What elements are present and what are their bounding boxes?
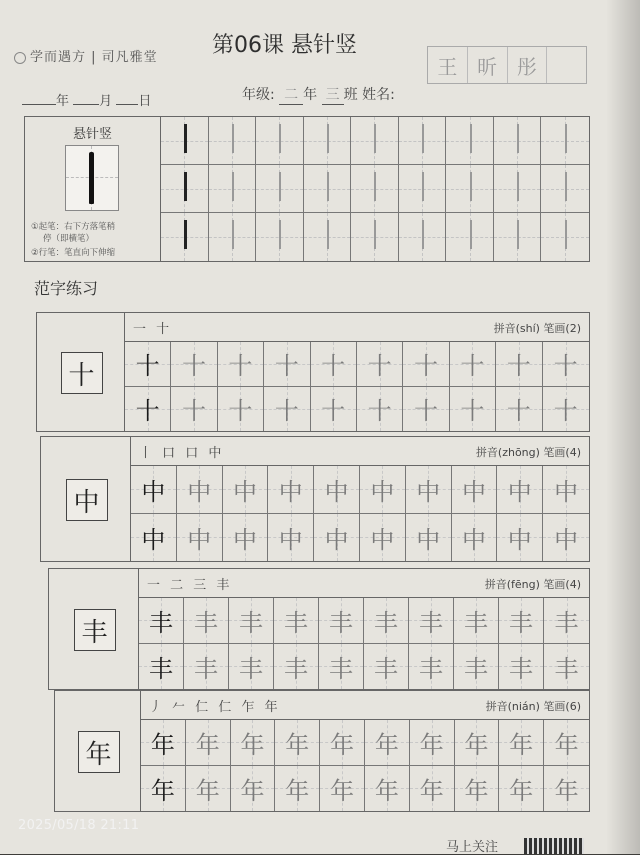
practice-cell bbox=[319, 598, 364, 644]
practice-cell bbox=[543, 466, 589, 514]
vertical-stroke-mark bbox=[517, 124, 519, 153]
practice-cell bbox=[410, 720, 455, 766]
practice-cell bbox=[496, 387, 542, 432]
practice-cell bbox=[364, 644, 409, 690]
stroke-grid bbox=[161, 117, 589, 261]
practice-cell bbox=[131, 514, 177, 562]
stroke-cell bbox=[351, 213, 399, 261]
practice-char: 十 bbox=[321, 352, 346, 381]
name-label: 姓名: bbox=[362, 87, 395, 103]
practice-char: 年 bbox=[509, 776, 534, 805]
practice-cell bbox=[455, 766, 500, 812]
logo-circle-icon bbox=[14, 52, 26, 64]
practice-cell bbox=[410, 766, 455, 812]
vertical-stroke-mark bbox=[184, 220, 187, 250]
practice-cell bbox=[454, 644, 499, 690]
practice-char: 十 bbox=[414, 397, 439, 426]
stroke-order-row bbox=[125, 313, 589, 342]
practice-char: 年 bbox=[509, 730, 534, 759]
practice-cell bbox=[223, 514, 269, 562]
practice-char: 中 bbox=[507, 477, 532, 506]
stroke-note-1: ①起笔：右下方落笔稍 bbox=[31, 222, 116, 232]
brand-logo: 学而遇方 | 司凡雅堂 bbox=[30, 50, 158, 65]
practice-char: 年 bbox=[285, 776, 310, 805]
name-char: 王 bbox=[428, 47, 468, 83]
practice-char: 十 bbox=[135, 397, 160, 426]
practice-char: 丰 bbox=[554, 608, 579, 637]
grade-suffix: 年 bbox=[303, 87, 318, 103]
practice-cell bbox=[543, 387, 589, 432]
name-char bbox=[547, 47, 586, 83]
practice-cell bbox=[544, 598, 589, 644]
practice-cell bbox=[229, 644, 274, 690]
practice-char: 十 bbox=[367, 352, 392, 381]
practice-char: 年 bbox=[150, 730, 175, 759]
stroke-cell bbox=[494, 165, 542, 213]
practice-char: 年 bbox=[419, 776, 444, 805]
practice-char: 中 bbox=[507, 525, 532, 554]
pinyin-strokes: 拼音(fēng) 笔画(4) bbox=[484, 578, 581, 591]
practice-cell bbox=[357, 342, 403, 387]
practice-cell bbox=[360, 466, 406, 514]
character-block bbox=[54, 690, 590, 812]
qr-code-icon bbox=[524, 838, 584, 854]
practice-cell bbox=[499, 644, 544, 690]
vertical-stroke-mark bbox=[470, 172, 472, 201]
practice-char: 丰 bbox=[284, 608, 308, 637]
stroke-name: 悬针竖 bbox=[72, 127, 112, 142]
practice-char: 丰 bbox=[509, 654, 533, 683]
practice-area bbox=[125, 313, 589, 431]
vertical-stroke-mark bbox=[327, 124, 329, 153]
practice-char: 十 bbox=[367, 397, 392, 426]
practice-cell bbox=[497, 466, 543, 514]
practice-char: 十 bbox=[228, 397, 253, 426]
stroke-order-row bbox=[141, 691, 589, 720]
practice-cell bbox=[406, 466, 452, 514]
practice-char: 十 bbox=[182, 397, 207, 426]
stroke-note-1b: 停（即横笔） bbox=[43, 234, 95, 244]
stroke-cell bbox=[399, 213, 447, 261]
name-char: 彤 bbox=[508, 47, 548, 83]
practice-grid bbox=[139, 598, 589, 689]
practice-char: 中 bbox=[324, 525, 349, 554]
practice-char: 丰 bbox=[554, 654, 579, 683]
date-line bbox=[22, 90, 151, 109]
practice-char: 年 bbox=[464, 730, 489, 759]
practice-cell bbox=[450, 342, 496, 387]
practice-char: 中 bbox=[370, 525, 395, 554]
practice-grid bbox=[131, 466, 589, 561]
practice-char: 中 bbox=[461, 477, 486, 506]
month-label: 月 bbox=[99, 94, 113, 109]
practice-cell bbox=[223, 466, 269, 514]
practice-char: 十 bbox=[506, 397, 531, 426]
stroke-cell bbox=[541, 165, 589, 213]
stroke-cell bbox=[161, 117, 209, 165]
vertical-stroke-mark bbox=[374, 220, 376, 250]
practice-cell bbox=[274, 644, 319, 690]
stroke-cell bbox=[351, 117, 399, 165]
follow-text: 马上关注 bbox=[446, 840, 499, 855]
practice-cell bbox=[320, 766, 365, 812]
practice-char: 十 bbox=[553, 397, 578, 426]
practice-char: 丰 bbox=[464, 654, 488, 683]
practice-cell bbox=[275, 720, 320, 766]
vertical-stroke-mark bbox=[565, 124, 567, 153]
stroke-order-row bbox=[139, 569, 589, 598]
practice-cell bbox=[364, 598, 409, 644]
practice-cell bbox=[141, 720, 186, 766]
page-title: 第06课 悬针竖 bbox=[212, 33, 357, 58]
pinyin-strokes: 拼音(nián) 笔画(6) bbox=[485, 700, 581, 713]
day-label: 日 bbox=[138, 94, 152, 109]
practice-char: 中 bbox=[232, 525, 257, 554]
stroke-cell bbox=[161, 165, 209, 213]
practice-cell bbox=[320, 720, 365, 766]
vertical-stroke-mark bbox=[565, 172, 567, 201]
practice-cell bbox=[131, 466, 177, 514]
stroke-cell bbox=[399, 117, 447, 165]
practice-char: 中 bbox=[554, 477, 579, 506]
practice-char: 中 bbox=[187, 525, 212, 554]
practice-cell bbox=[543, 514, 589, 562]
vertical-stroke-mark bbox=[565, 220, 567, 250]
practice-cell bbox=[450, 387, 496, 432]
practice-cell bbox=[403, 387, 449, 432]
practice-char: 丰 bbox=[329, 608, 353, 637]
model-character-panel bbox=[55, 691, 141, 811]
practice-cell bbox=[409, 644, 454, 690]
practice-char: 丰 bbox=[194, 608, 218, 637]
vertical-stroke-mark bbox=[422, 220, 424, 250]
stroke-demo-figure bbox=[65, 145, 119, 211]
practice-cell bbox=[496, 342, 542, 387]
practice-char: 十 bbox=[321, 397, 346, 426]
grade-label: 年级: bbox=[242, 87, 275, 103]
stroke-order: 丨 口 口 中 bbox=[139, 446, 225, 461]
vertical-stroke-mark bbox=[374, 124, 376, 153]
stroke-cell bbox=[304, 165, 352, 213]
practice-cell bbox=[499, 766, 544, 812]
practice-cell bbox=[171, 342, 217, 387]
character-block bbox=[36, 312, 590, 432]
practice-cell bbox=[409, 598, 454, 644]
practice-char: 年 bbox=[554, 730, 579, 759]
practice-cell bbox=[186, 720, 231, 766]
practice-char: 十 bbox=[135, 352, 160, 381]
model-character-panel bbox=[49, 569, 139, 689]
photo-timestamp: 2025/05/18 21:11 bbox=[18, 818, 140, 833]
practice-char: 年 bbox=[240, 730, 265, 759]
practice-area bbox=[131, 437, 589, 561]
practice-cell bbox=[543, 342, 589, 387]
practice-char: 中 bbox=[554, 525, 579, 554]
practice-char: 中 bbox=[278, 525, 303, 554]
practice-cell bbox=[231, 766, 276, 812]
practice-area bbox=[141, 691, 589, 811]
practice-area bbox=[139, 569, 589, 689]
stroke-cell bbox=[304, 117, 352, 165]
practice-cell bbox=[268, 514, 314, 562]
vertical-stroke-mark bbox=[327, 220, 329, 250]
stroke-cell bbox=[209, 117, 257, 165]
stroke-cell bbox=[494, 213, 542, 261]
practice-cell bbox=[314, 514, 360, 562]
stroke-cell bbox=[446, 117, 494, 165]
practice-char: 十 bbox=[553, 352, 578, 381]
practice-char: 丰 bbox=[329, 654, 353, 683]
model-character-panel bbox=[41, 437, 131, 561]
practice-char: 十 bbox=[182, 352, 207, 381]
stroke-order: 一 十 bbox=[133, 322, 173, 337]
stroke-order: 丿 𠂉 仁 仁 乍 年 bbox=[149, 700, 281, 715]
practice-char: 丰 bbox=[239, 654, 263, 683]
practice-cell bbox=[497, 514, 543, 562]
practice-char: 丰 bbox=[419, 654, 443, 683]
stroke-cell bbox=[161, 213, 209, 261]
practice-cell bbox=[357, 387, 403, 432]
practice-char: 年 bbox=[240, 776, 265, 805]
practice-char: 丰 bbox=[284, 654, 308, 683]
practice-cell bbox=[231, 720, 276, 766]
practice-char: 中 bbox=[278, 477, 303, 506]
practice-char: 年 bbox=[195, 730, 220, 759]
practice-grid bbox=[141, 720, 589, 811]
practice-cell bbox=[452, 514, 498, 562]
practice-char: 年 bbox=[554, 776, 579, 805]
practice-char: 丰 bbox=[149, 654, 173, 683]
pinyin-strokes: 拼音(shí) 笔画(2) bbox=[493, 322, 581, 335]
stroke-note-2: ②行笔：笔直向下伸缩 bbox=[31, 248, 116, 258]
practice-char: 丰 bbox=[419, 608, 443, 637]
stroke-order-row bbox=[131, 437, 589, 466]
practice-cell bbox=[218, 387, 264, 432]
vertical-stroke-mark bbox=[232, 220, 234, 250]
vertical-stroke-mark bbox=[517, 172, 519, 201]
practice-cell bbox=[544, 644, 589, 690]
practice-cell bbox=[454, 598, 499, 644]
practice-cell bbox=[311, 387, 357, 432]
model-character: 十 bbox=[61, 352, 103, 394]
character-block bbox=[48, 568, 590, 690]
hanging-needle-stroke-icon bbox=[89, 152, 94, 204]
stroke-cell bbox=[541, 117, 589, 165]
stroke-cell bbox=[446, 213, 494, 261]
vertical-stroke-mark bbox=[232, 124, 234, 153]
practice-char: 中 bbox=[416, 477, 441, 506]
practice-char: 年 bbox=[330, 730, 355, 759]
practice-cell bbox=[275, 766, 320, 812]
vertical-stroke-mark bbox=[470, 124, 472, 153]
name-boxes bbox=[427, 46, 587, 84]
stroke-cell bbox=[351, 165, 399, 213]
practice-cell bbox=[311, 342, 357, 387]
class-value: 三 bbox=[322, 84, 344, 105]
practice-char: 年 bbox=[419, 730, 444, 759]
grade-value: 二 bbox=[279, 84, 303, 105]
pinyin-strokes: 拼音(zhōng) 笔画(4) bbox=[475, 446, 581, 459]
stroke-cell bbox=[399, 165, 447, 213]
practice-cell bbox=[125, 387, 171, 432]
practice-char: 十 bbox=[274, 352, 299, 381]
practice-char: 十 bbox=[228, 352, 253, 381]
practice-cell bbox=[365, 720, 410, 766]
practice-char: 年 bbox=[150, 776, 175, 805]
practice-cell bbox=[141, 766, 186, 812]
model-character: 丰 bbox=[74, 609, 116, 651]
practice-cell bbox=[314, 466, 360, 514]
stroke-cell bbox=[256, 165, 304, 213]
practice-char: 丰 bbox=[239, 608, 263, 637]
practice-cell bbox=[177, 514, 223, 562]
year-label: 年 bbox=[56, 94, 70, 109]
practice-char: 年 bbox=[330, 776, 355, 805]
practice-cell bbox=[268, 466, 314, 514]
section-title: 范字练习 bbox=[34, 279, 99, 298]
vertical-stroke-mark bbox=[279, 220, 281, 250]
practice-char: 中 bbox=[461, 525, 486, 554]
model-character: 中 bbox=[66, 479, 108, 521]
practice-cell bbox=[184, 598, 229, 644]
practice-char: 中 bbox=[187, 477, 212, 506]
grade-class-line bbox=[242, 84, 395, 105]
practice-cell bbox=[360, 514, 406, 562]
practice-char: 丰 bbox=[194, 654, 218, 683]
practice-char: 年 bbox=[374, 730, 399, 759]
practice-grid bbox=[125, 342, 589, 431]
stroke-cell bbox=[446, 165, 494, 213]
practice-cell bbox=[139, 598, 184, 644]
model-character: 年 bbox=[78, 731, 120, 773]
practice-cell bbox=[264, 387, 310, 432]
practice-cell bbox=[499, 598, 544, 644]
practice-char: 十 bbox=[414, 352, 439, 381]
stroke-cell bbox=[541, 213, 589, 261]
practice-cell bbox=[365, 766, 410, 812]
practice-char: 中 bbox=[416, 525, 441, 554]
practice-cell bbox=[455, 720, 500, 766]
practice-cell bbox=[406, 514, 452, 562]
vertical-stroke-mark bbox=[184, 124, 187, 153]
stroke-cell bbox=[209, 165, 257, 213]
stroke-model-panel bbox=[25, 117, 161, 261]
vertical-stroke-mark bbox=[327, 172, 329, 201]
character-block bbox=[40, 436, 590, 562]
vertical-stroke-mark bbox=[470, 220, 472, 250]
vertical-stroke-mark bbox=[422, 172, 424, 201]
vertical-stroke-mark bbox=[279, 124, 281, 153]
stroke-cell bbox=[209, 213, 257, 261]
stroke-cell bbox=[304, 213, 352, 261]
practice-char: 中 bbox=[141, 525, 166, 554]
stroke-order: 一 二 三 丰 bbox=[147, 578, 233, 593]
practice-cell bbox=[319, 644, 364, 690]
stroke-cell bbox=[256, 213, 304, 261]
practice-cell bbox=[229, 598, 274, 644]
practice-char: 年 bbox=[374, 776, 399, 805]
vertical-stroke-mark bbox=[374, 172, 376, 201]
practice-char: 十 bbox=[460, 397, 485, 426]
name-char: 昕 bbox=[468, 47, 508, 83]
practice-cell bbox=[544, 720, 589, 766]
practice-cell bbox=[499, 720, 544, 766]
practice-char: 中 bbox=[324, 477, 349, 506]
practice-char: 十 bbox=[274, 397, 299, 426]
practice-char: 丰 bbox=[374, 608, 398, 637]
practice-char: 年 bbox=[464, 776, 489, 805]
practice-cell bbox=[274, 598, 319, 644]
vertical-stroke-mark bbox=[184, 172, 187, 201]
vertical-stroke-mark bbox=[279, 172, 281, 201]
stroke-practice-box bbox=[24, 116, 590, 262]
stroke-cell bbox=[256, 117, 304, 165]
vertical-stroke-mark bbox=[422, 124, 424, 153]
practice-char: 中 bbox=[232, 477, 257, 506]
practice-char: 丰 bbox=[149, 608, 173, 637]
practice-char: 十 bbox=[460, 352, 485, 381]
practice-char: 丰 bbox=[464, 608, 488, 637]
practice-char: 丰 bbox=[509, 608, 533, 637]
practice-char: 年 bbox=[285, 730, 310, 759]
practice-cell bbox=[264, 342, 310, 387]
vertical-stroke-mark bbox=[232, 172, 234, 201]
model-character-panel bbox=[37, 313, 125, 431]
practice-cell bbox=[184, 644, 229, 690]
practice-char: 中 bbox=[141, 477, 166, 506]
vertical-stroke-mark bbox=[517, 220, 519, 250]
practice-cell bbox=[171, 387, 217, 432]
practice-cell bbox=[125, 342, 171, 387]
practice-cell bbox=[218, 342, 264, 387]
practice-char: 丰 bbox=[374, 654, 398, 683]
practice-char: 年 bbox=[195, 776, 220, 805]
stroke-cell bbox=[494, 117, 542, 165]
practice-cell bbox=[139, 644, 184, 690]
class-suffix: 班 bbox=[343, 87, 358, 103]
practice-cell bbox=[452, 466, 498, 514]
practice-char: 十 bbox=[506, 352, 531, 381]
practice-cell bbox=[544, 766, 589, 812]
practice-cell bbox=[403, 342, 449, 387]
practice-cell bbox=[186, 766, 231, 812]
practice-char: 中 bbox=[370, 477, 395, 506]
practice-cell bbox=[177, 466, 223, 514]
